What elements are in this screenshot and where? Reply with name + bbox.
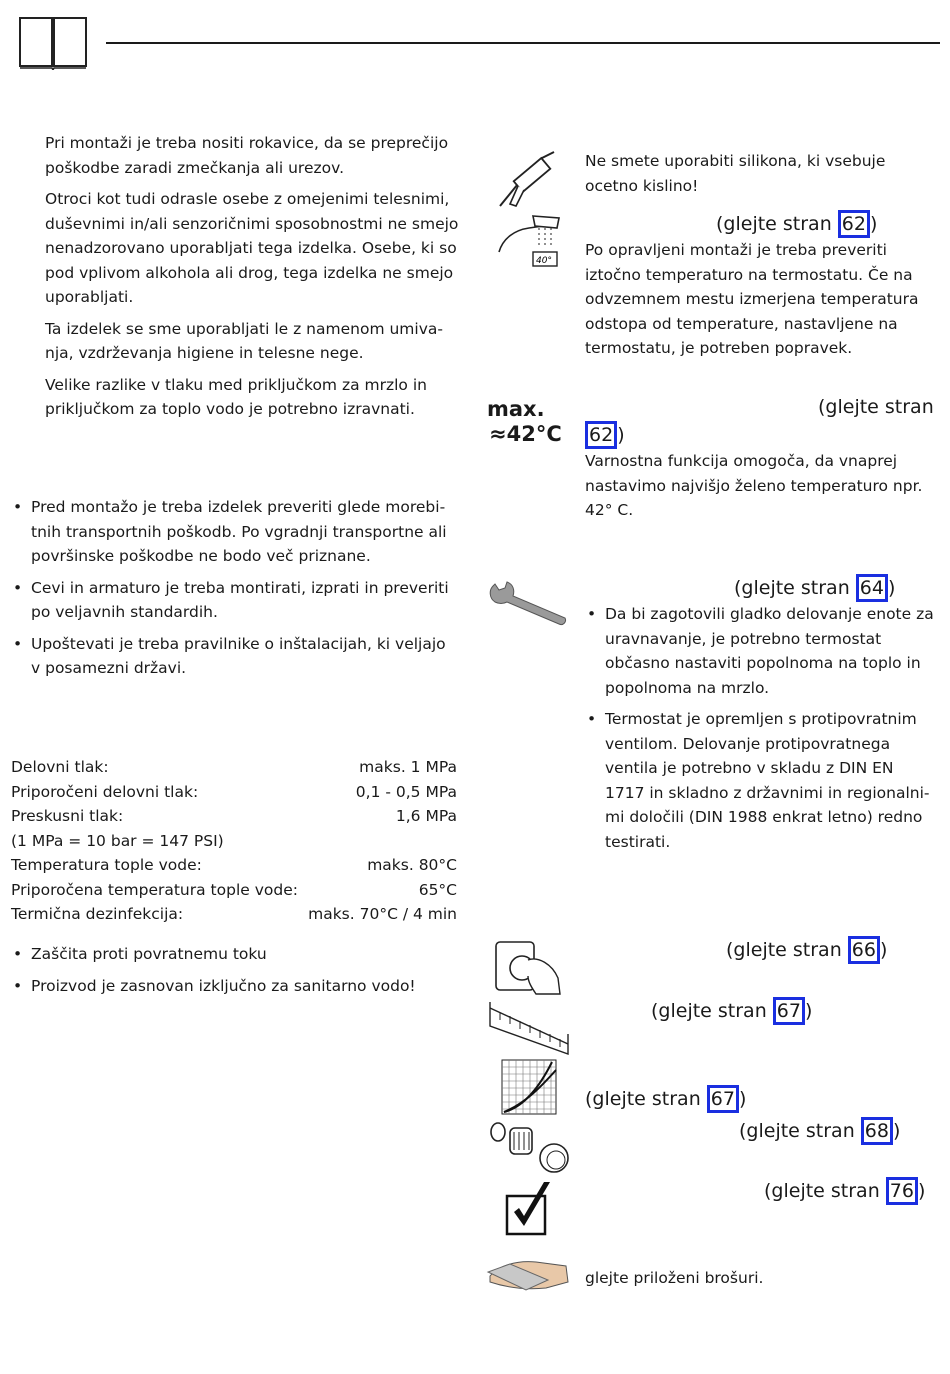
page-link[interactable]: 64 [856,574,888,602]
list-item: • Termostat je opremljen s protipovratnim ventilom. Delovanje protipovratnega ventila je potrebno v skladu z DIN EN 1717 in skladno z državnimi in regionalni-mi določili (DIN 1988 enkrat letno) redno testirati. [585,707,937,854]
silicone-note: Ne smete uporabiti silikona, ki vsebuje ocetno kislino! [585,152,886,195]
list-item: • Upoštevati je treba pravilnike o inštalacijah, ki veljajo v posamezni državi. [11,632,457,681]
header-rule [106,42,940,44]
spare-parts-icon [488,1120,572,1176]
spec-row: Temperatura tople vode: maks. 80°C [11,856,457,874]
brochure-text: glejte priloženi brošuri. [585,1269,764,1287]
page-link[interactable]: 66 [848,936,880,964]
page-reference: (glejte stran 64 ) [734,574,895,602]
flow-diagram-icon [500,1058,558,1116]
page-reference: (glejte stran 68 ) [739,1117,900,1145]
list-item: • Da bi zagotovili gladko delovanje enote za uravnavanje, je potrebno termostat občasno nastaviti popolnoma na toplo in popolnoma na mrzlo. [585,602,937,700]
page-link[interactable]: 68 [861,1117,893,1145]
page-reference: (glejte stran 66 ) [726,936,887,964]
max-temp-label: ≈42°C [489,422,562,446]
page-link[interactable]: 67 [773,997,805,1025]
specs-table [11,755,457,927]
list-item: • Cevi in armaturo je treba montirati, izprati in preveriti po veljavnih standardih. [11,576,457,625]
page-reference: (glejte stran 62 ) [716,210,877,238]
spec-row: (1 MPa = 10 bar = 147 PSI) [11,831,224,850]
cleaning-hand-icon [486,1242,572,1294]
safety-paragraph: Pri montaži je treba nositi rokavice, da se preprečijo poškodbe zaradi zmečkanja ali urezov. [45,134,449,177]
silicone-gun-icon [496,150,560,210]
list-item: • Zaščita proti povratnemu toku [11,942,457,967]
page-reference: (glejte stran 76 ) [764,1177,925,1205]
spec-row: Delovni tlak: maks. 1 MPa [11,758,457,776]
temp-check-text: Po opravljeni montaži je treba preveriti iztočno temperaturo na termostatu. Če na odvzemnem mestu izmerjena temperatura odstopa od temperature, nastavljene na termostatu, je potreben popravek. [585,241,919,357]
spec-row: Priporočena temperatura tople vode: 65°C [11,880,457,899]
checkmark-icon [504,1180,554,1238]
page-reference: (glejte stran [818,396,934,418]
page-reference: (glejte stran 67 ) [585,1085,746,1113]
wrench-icon [487,578,571,630]
page-link[interactable]: 67 [707,1085,739,1113]
install-list [11,495,457,688]
spec-row: Priporočeni delovni tlak: 0,1 - 0,5 MPa [11,782,457,801]
page-reference: (glejte stran 67 ) [651,997,812,1025]
page-link[interactable]: 62 [838,210,870,238]
list-item: • Proizvod je zasnovan izključno za sanitarno vodo! [11,974,457,999]
page-link[interactable]: 76 [886,1177,918,1205]
dimensions-icon [488,998,570,1056]
thermostat-dial-icon [492,938,564,996]
page-link[interactable]: 62 [585,421,617,449]
safety-paragraph: Ta izdelek se sme uporabljati le z namenom umiva-nja, vzdrževanja higiene in telesne nege. [45,319,443,362]
feature-list [11,942,457,1005]
svg-text:40°: 40° [536,256,552,266]
max-temp-text: Varnostna funkcija omogoča, da vnaprej nastavimo najvišjo želeno temperaturo npr. 42° C. [585,452,923,519]
maintenance-list [585,602,937,861]
spec-row: Preskusni tlak: 1,6 MPa [11,807,457,825]
page-reference: 62 ) [585,421,625,449]
book-icon [18,14,88,70]
safety-section [45,131,463,429]
safety-paragraph: Otroci kot tudi odrasle osebe z omejenimi telesnimi, duševnimi in/ali senzoričnimi sposobnostmi ne smejo nenadzorovano uporabljati tega izdelka. Osebe, ki so pod vplivom alkohola ali drog, tega izdelka ne smejo uporabljati. [45,190,459,306]
list-item: • Pred montažo je treba izdelek preveriti glede morebi-tnih transportnih poškodb. Po vgradnji transportne ali površinske poškodbe ne bodo več priznane. [11,495,457,569]
spec-row: Termična dezinfekcija: maks. 70°C / 4 min [11,905,457,923]
safety-paragraph: Velike razlike v tlaku med priključkom za mrzlo in priključkom za toplo vodo je potrebno izravnati. [45,375,427,418]
max-label: max. [487,397,545,421]
hand-thermometer-icon [495,212,563,270]
